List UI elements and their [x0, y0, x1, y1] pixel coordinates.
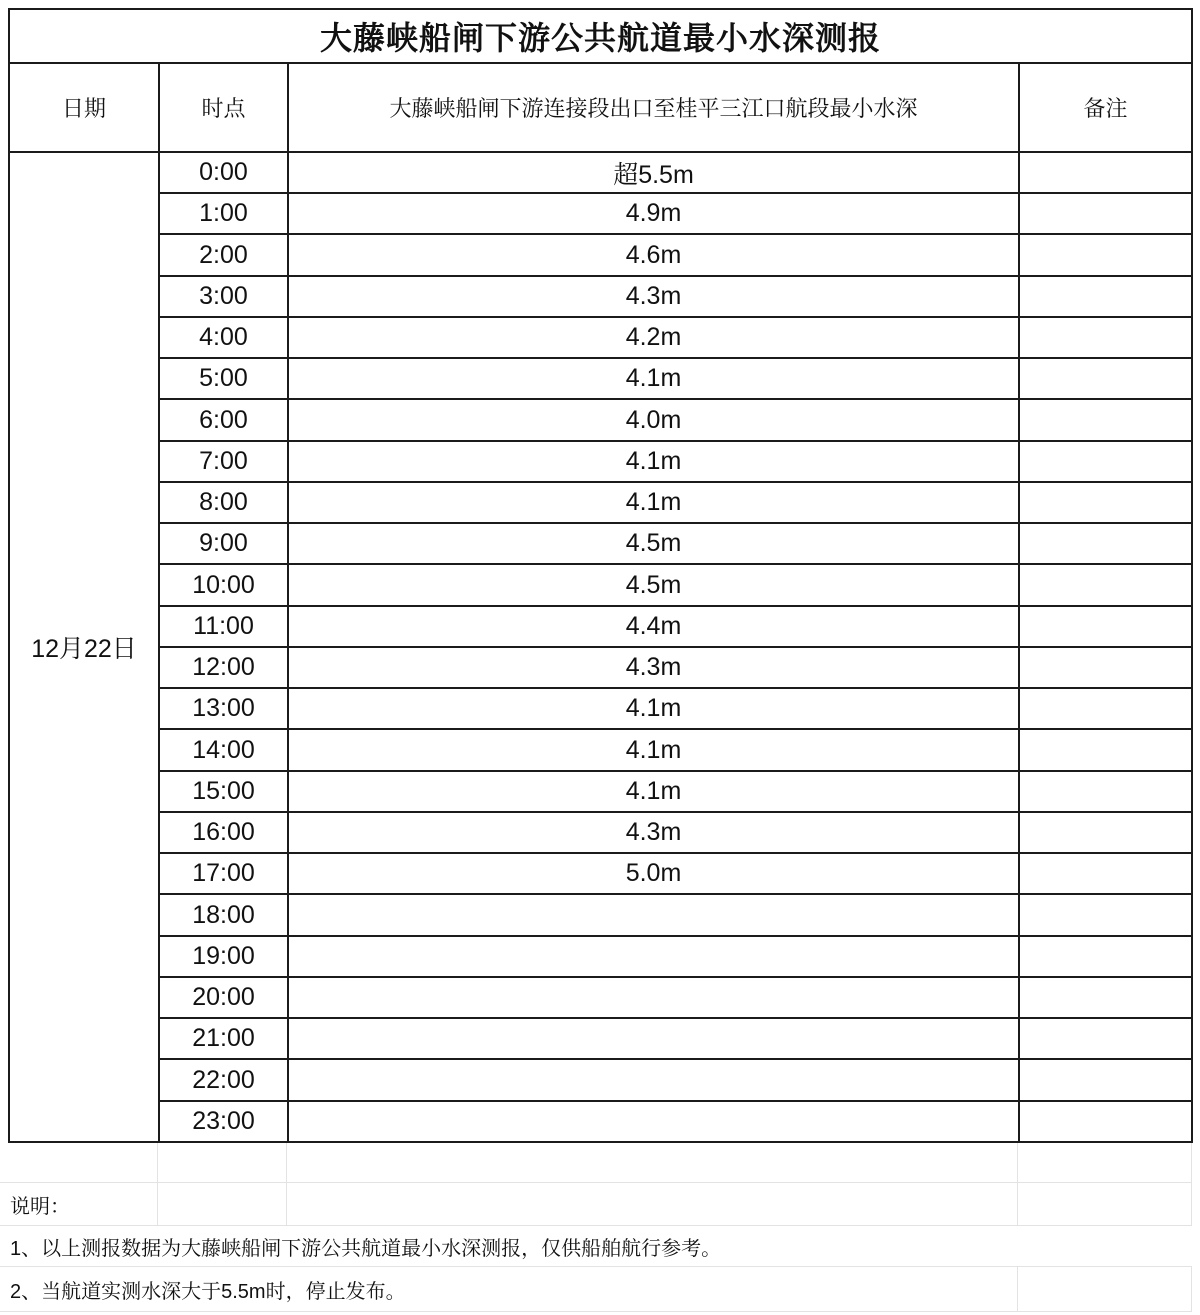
time-cell: 11:00	[159, 606, 288, 647]
remark-cell	[1019, 523, 1192, 564]
remark-cell	[1019, 317, 1192, 358]
empty-grid-row	[0, 1143, 1192, 1183]
time-cell: 2:00	[159, 234, 288, 275]
time-cell: 22:00	[159, 1059, 288, 1100]
depth-value-cell: 4.1m	[288, 482, 1019, 523]
remark-cell	[1019, 812, 1192, 853]
remark-cell	[1019, 936, 1192, 977]
time-cell: 5:00	[159, 358, 288, 399]
remark-cell	[1019, 606, 1192, 647]
title-row	[9, 9, 1192, 63]
remark-cell	[1019, 853, 1192, 894]
table-row	[9, 647, 1192, 688]
depth-value-cell: 4.1m	[288, 441, 1019, 482]
report-title: 大藤峡船闸下游公共航道最小水深测报	[9, 9, 1192, 63]
header-time: 时点	[159, 63, 288, 152]
depth-value-cell: 4.5m	[288, 564, 1019, 605]
remark-cell	[1019, 564, 1192, 605]
time-cell: 0:00	[159, 152, 288, 193]
table-row	[9, 977, 1192, 1018]
remark-cell	[1019, 688, 1192, 729]
table-row	[9, 1101, 1192, 1142]
table-row	[9, 234, 1192, 275]
remark-cell	[1019, 977, 1192, 1018]
depth-value-cell: 4.1m	[288, 688, 1019, 729]
table-row	[9, 1018, 1192, 1059]
time-cell: 23:00	[159, 1101, 288, 1142]
remark-cell	[1019, 234, 1192, 275]
depth-value-cell: 4.3m	[288, 647, 1019, 688]
table-row	[9, 1059, 1192, 1100]
depth-value-cell: 4.1m	[288, 771, 1019, 812]
table-row	[9, 894, 1192, 935]
depth-value-cell: 4.3m	[288, 276, 1019, 317]
remark-cell	[1019, 894, 1192, 935]
depth-value-cell	[288, 936, 1019, 977]
table-row	[9, 523, 1192, 564]
time-cell: 1:00	[159, 193, 288, 234]
notes-label: 说明：	[10, 1195, 70, 1218]
depth-value-cell	[288, 1101, 1019, 1142]
table-row	[9, 358, 1192, 399]
time-cell: 4:00	[159, 317, 288, 358]
depth-value-cell	[288, 1018, 1019, 1059]
table-row	[9, 441, 1192, 482]
time-cell: 21:00	[159, 1018, 288, 1059]
note-row-2	[0, 1267, 1192, 1312]
time-cell: 10:00	[159, 564, 288, 605]
table-row	[9, 729, 1192, 770]
time-cell: 18:00	[159, 894, 288, 935]
time-cell: 6:00	[159, 399, 288, 440]
note-item-2: 2、当航道实测水深大于5.5m时，停止发布。	[10, 1280, 406, 1303]
remark-cell	[1019, 482, 1192, 523]
depth-value-cell: 4.4m	[288, 606, 1019, 647]
remark-cell	[1019, 1018, 1192, 1059]
depth-report-table	[8, 8, 1193, 1143]
remark-cell	[1019, 193, 1192, 234]
depth-value-cell: 4.6m	[288, 234, 1019, 275]
table-row	[9, 771, 1192, 812]
depth-value-cell: 4.1m	[288, 358, 1019, 399]
depth-value-cell: 超5.5m	[288, 152, 1019, 193]
time-cell: 16:00	[159, 812, 288, 853]
note-row-1	[0, 1226, 1192, 1267]
remark-cell	[1019, 647, 1192, 688]
remark-cell	[1019, 276, 1192, 317]
depth-value-cell: 5.0m	[288, 853, 1019, 894]
table-row	[9, 152, 1192, 193]
time-cell: 7:00	[159, 441, 288, 482]
notes-section	[0, 1143, 1192, 1312]
depth-value-cell: 4.1m	[288, 729, 1019, 770]
note-item-1: 1、以上测报数据为大藤峡船闸下游公共航道最小水深测报，仅供船舶航行参考。	[10, 1237, 722, 1260]
header-depth: 大藤峡船闸下游连接段出口至桂平三江口航段最小水深	[288, 63, 1019, 152]
remark-cell	[1019, 152, 1192, 193]
time-cell: 14:00	[159, 729, 288, 770]
time-cell: 15:00	[159, 771, 288, 812]
header-remark: 备注	[1019, 63, 1192, 152]
remark-cell	[1019, 399, 1192, 440]
table-row	[9, 317, 1192, 358]
depth-value-cell: 4.0m	[288, 399, 1019, 440]
table-row	[9, 606, 1192, 647]
time-cell: 19:00	[159, 936, 288, 977]
table-row	[9, 936, 1192, 977]
remark-cell	[1019, 358, 1192, 399]
date-cell: 12月22日	[9, 152, 159, 1142]
depth-value-cell: 4.5m	[288, 523, 1019, 564]
remark-cell	[1019, 729, 1192, 770]
depth-value-cell: 4.3m	[288, 812, 1019, 853]
time-cell: 8:00	[159, 482, 288, 523]
table-row	[9, 193, 1192, 234]
remark-cell	[1019, 771, 1192, 812]
table-row	[9, 276, 1192, 317]
time-cell: 17:00	[159, 853, 288, 894]
header-date: 日期	[9, 63, 159, 152]
table-row	[9, 564, 1192, 605]
depth-value-cell	[288, 894, 1019, 935]
table-row	[9, 688, 1192, 729]
header-row	[9, 63, 1192, 152]
table-row	[9, 399, 1192, 440]
time-cell: 20:00	[159, 977, 288, 1018]
depth-value-cell	[288, 977, 1019, 1018]
notes-label-row	[0, 1183, 1192, 1226]
time-cell: 12:00	[159, 647, 288, 688]
depth-value-cell: 4.9m	[288, 193, 1019, 234]
time-cell: 13:00	[159, 688, 288, 729]
table-row	[9, 853, 1192, 894]
table-row	[9, 482, 1192, 523]
table-row	[9, 812, 1192, 853]
time-cell: 3:00	[159, 276, 288, 317]
remark-cell	[1019, 1059, 1192, 1100]
time-cell: 9:00	[159, 523, 288, 564]
depth-value-cell	[288, 1059, 1019, 1100]
remark-cell	[1019, 1101, 1192, 1142]
depth-value-cell: 4.2m	[288, 317, 1019, 358]
remark-cell	[1019, 441, 1192, 482]
